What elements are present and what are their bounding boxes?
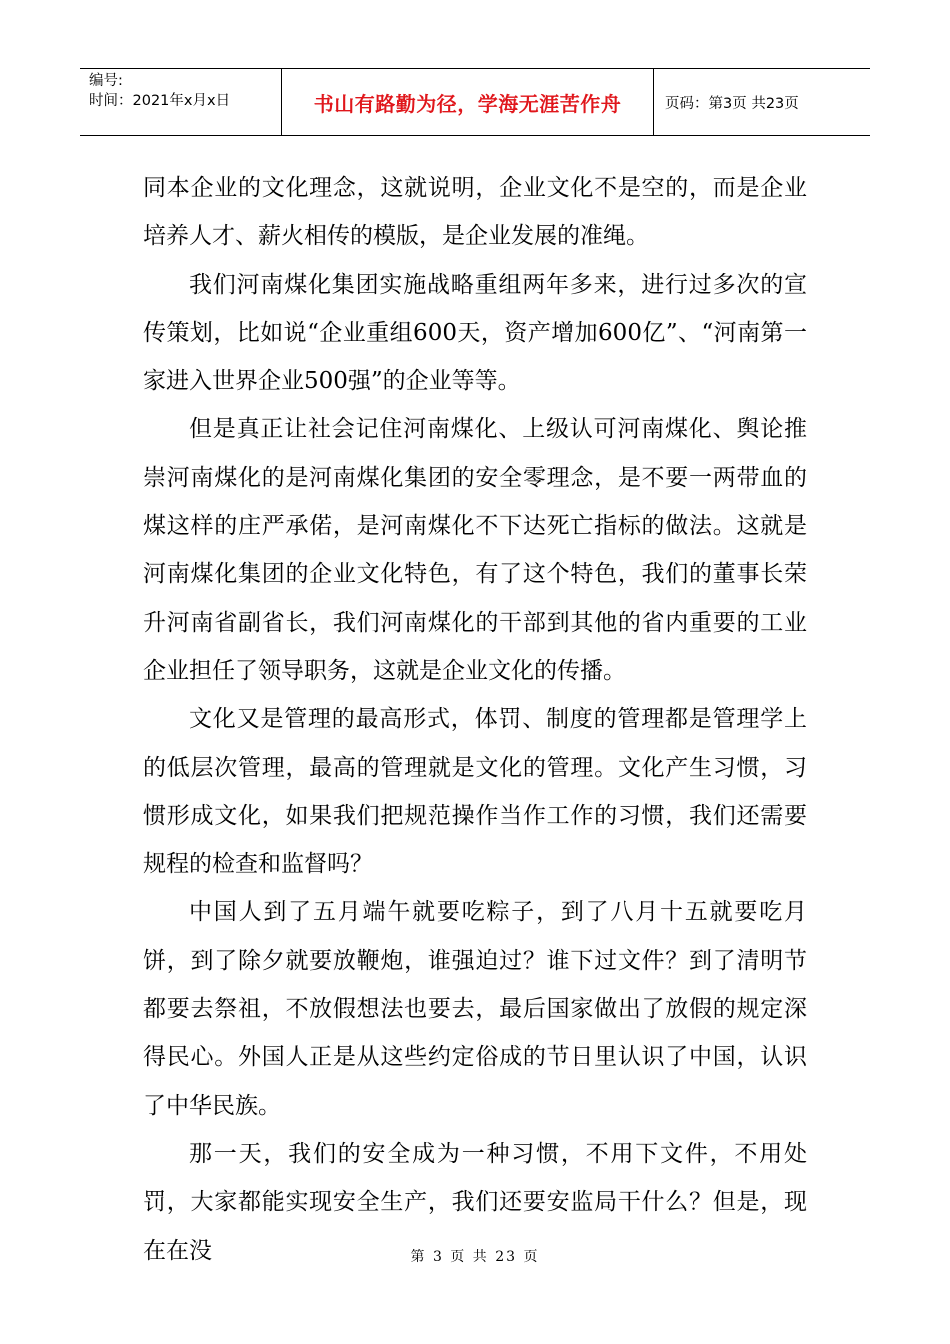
paragraph: 我们河南煤化集团实施战略重组两年多来，进行过多次的宣传策划，比如说“企业重组600天，资产增加600亿”、“河南第一家进入世界企业500强”的企业等等。 — [143, 271, 807, 395]
paragraph: 同本企业的文化理念，这就说明，企业文化不是空的，而是企业培养人才、薪火相传的模版，是企业发展的准绳。 — [143, 175, 807, 250]
paragraph: 文化又是管理的最高形式，体罚、制度的管理都是管理学上的低层次管理，最高的管理就是文化的管理。文化产生习惯，习惯形成文化，如果我们把规范操作当作工作的习惯，我们还需要规程的检查和监督吗？ — [143, 706, 807, 878]
motto-text: 书山有路勤为径，学海无涯苦作舟 — [313, 91, 622, 116]
header-page-cell — [654, 69, 870, 135]
body-content — [143, 164, 807, 1275]
paragraph: 那一天，我们的安全成为一种习惯，不用下文件，不用处罚，大家都能实现安全生产，我们还要安监局干什么？但是，现在在没 — [143, 1140, 807, 1264]
footer-page-number: 第 3 页 共 23 页 — [410, 1249, 540, 1265]
date-label: 时间：2021年x月x日 — [89, 93, 231, 109]
header-meta-cell — [80, 69, 282, 135]
page-info: 页码：第3页 共23页 — [665, 95, 799, 112]
header-motto-cell — [282, 69, 654, 135]
page-header — [80, 68, 870, 136]
serial-number-label: 编号: — [89, 73, 123, 89]
paragraph: 但是真正让社会记住河南煤化、上级认可河南煤化、舆论推崇河南煤化的是河南煤化集团的安全零理念，是不要一两带血的煤这样的庄严承偌，是河南煤化不下达死亡指标的做法。这就是河南煤化集团的企业文化特色，有了这个特色，我们的董事长荣升河南省副省长，我们河南煤化的干部到其他的省内重要的工业企业担任了领导职务，这就是企业文化的传播。 — [143, 416, 807, 684]
page-footer — [0, 1246, 950, 1266]
paragraph: 中国人到了五月端午就要吃粽子，到了八月十五就要吃月饼，到了除夕就要放鞭炮，谁强迫过？谁下过文件？到了清明节都要去祭祖，不放假想法也要去，最后国家做出了放假的规定深得民心。外国人正是从这些约定俗成的节日里认识了中国，认识了中华民族。 — [143, 899, 807, 1119]
